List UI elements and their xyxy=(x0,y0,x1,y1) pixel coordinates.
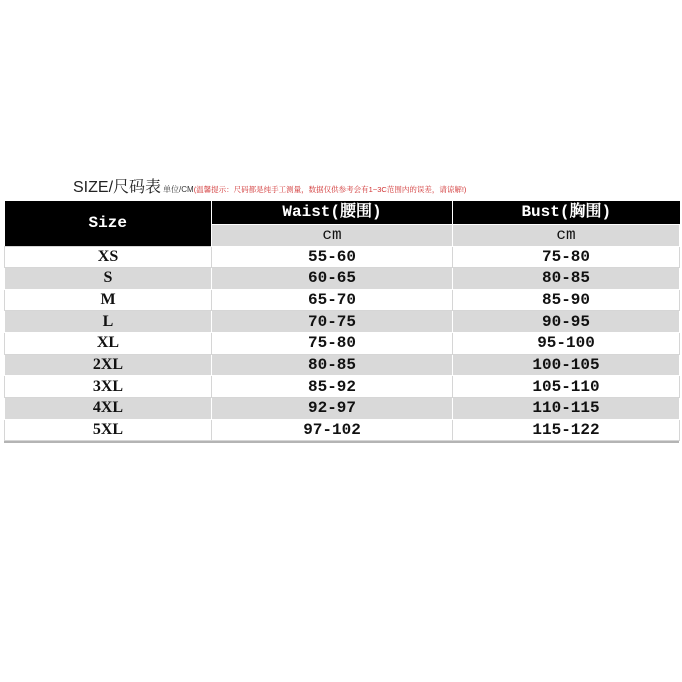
header-row xyxy=(5,201,680,224)
table-row xyxy=(5,376,680,398)
table-row xyxy=(5,289,680,311)
table-row xyxy=(5,246,680,268)
waist-cell: 75-80 xyxy=(212,333,453,355)
bust-cell: 95-100 xyxy=(453,333,680,355)
size-cell: XS xyxy=(5,246,212,268)
measurement-note: (温馨提示：尺码都是纯手工测量，数据仅供参考会有1~3C范围内的误差，请谅解!) xyxy=(193,185,467,194)
bust-cell: 80-85 xyxy=(453,268,680,290)
size-cell: S xyxy=(5,268,212,290)
bust-column-header: Bust(胸围) xyxy=(453,201,680,224)
waist-unit: cm xyxy=(212,224,453,246)
size-cell: 5XL xyxy=(5,419,212,441)
bust-cell: 75-80 xyxy=(453,246,680,268)
size-cell: 2XL xyxy=(5,354,212,376)
table-row xyxy=(5,398,680,420)
table-row xyxy=(5,268,680,290)
waist-cell: 70-75 xyxy=(212,311,453,333)
table-row xyxy=(5,354,680,376)
size-cell: 3XL xyxy=(5,376,212,398)
bust-cell: 85-90 xyxy=(453,289,680,311)
unit-label: 单位/CM xyxy=(163,185,194,194)
size-cell: L xyxy=(5,311,212,333)
size-column-header: Size xyxy=(5,201,212,246)
table-row xyxy=(5,333,680,355)
bust-cell: 100-105 xyxy=(453,354,680,376)
waist-cell: 85-92 xyxy=(212,376,453,398)
waist-cell: 80-85 xyxy=(212,354,453,376)
bust-unit: cm xyxy=(453,224,680,246)
chart-title: SIZE/尺码表 xyxy=(73,179,162,196)
size-table xyxy=(4,201,680,441)
waist-cell: 92-97 xyxy=(212,398,453,420)
table-row xyxy=(5,419,680,441)
bust-cell: 90-95 xyxy=(453,311,680,333)
table-row xyxy=(5,311,680,333)
size-cell: XL xyxy=(5,333,212,355)
bust-cell: 105-110 xyxy=(453,376,680,398)
chart-title-row xyxy=(73,174,466,197)
waist-cell: 60-65 xyxy=(212,268,453,290)
size-cell: M xyxy=(5,289,212,311)
waist-cell: 65-70 xyxy=(212,289,453,311)
waist-cell: 55-60 xyxy=(212,246,453,268)
waist-cell: 97-102 xyxy=(212,419,453,441)
bust-cell: 110-115 xyxy=(453,398,680,420)
size-cell: 4XL xyxy=(5,398,212,420)
bust-cell: 115-122 xyxy=(453,419,680,441)
waist-column-header: Waist(腰围) xyxy=(212,201,453,224)
table-bottom-divider xyxy=(4,441,679,443)
